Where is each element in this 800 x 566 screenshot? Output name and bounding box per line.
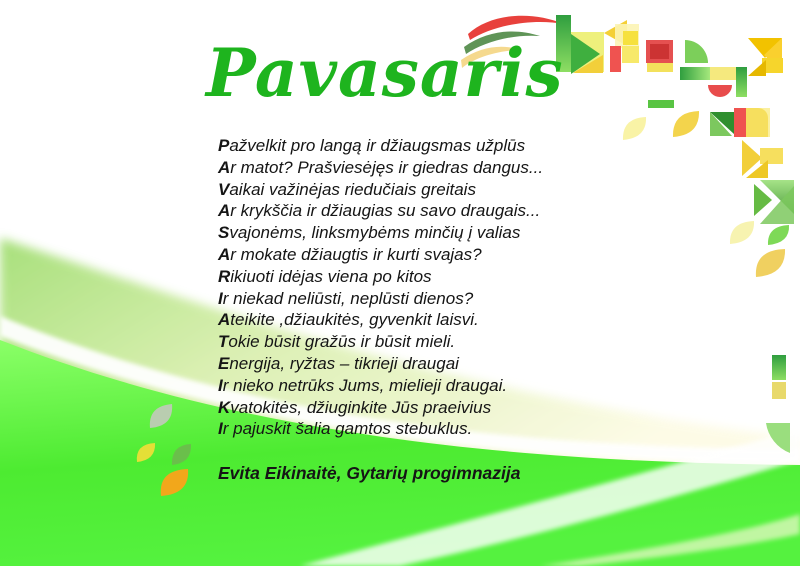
poem-line: Ar krykščia ir džiaugias su savo draugais... <box>218 201 541 221</box>
poem-line: Tokie būsit gražūs ir būsit mieli. <box>218 332 456 352</box>
poem-line: Rikiuoti idėjas viena po kitos <box>218 266 432 286</box>
poem-line: Ir niekad neliūsti, neplūsti dienos? <box>218 288 474 308</box>
poem-line: Kvatokitės, džiuginkite Jūs praeivius <box>218 397 492 417</box>
attribution: Evita Eikinaitė, Gytarių progimnazija <box>218 463 521 483</box>
poem-line: Ateikite ,džiaukitės, gyvenkit laisvi. <box>218 310 479 330</box>
poem-line: Ir pajuskit šalia gamtos stebuklus. <box>218 419 473 439</box>
poem-line: Ir nieko netrūks Jums, mielieji draugai. <box>218 375 508 395</box>
poem-line: Pažvelkit pro langą ir džiaugsmas užplūs <box>218 136 526 155</box>
poem-line: Ar matot? Prašviesėjęs ir giedras dangus... <box>218 157 544 177</box>
poem <box>218 135 543 440</box>
poem-line: Svajonėms, linksmybėms minčių į valias <box>218 223 521 243</box>
poem-line: Vaikai važinėjas riedučiais greitais <box>218 179 476 199</box>
page-title: Pavasaris <box>206 34 564 112</box>
poem-line: Energija, ryžtas – tikrieji draugai <box>218 353 459 373</box>
poem-line: Ar mokate džiaugtis ir kurti svajas? <box>218 244 482 264</box>
